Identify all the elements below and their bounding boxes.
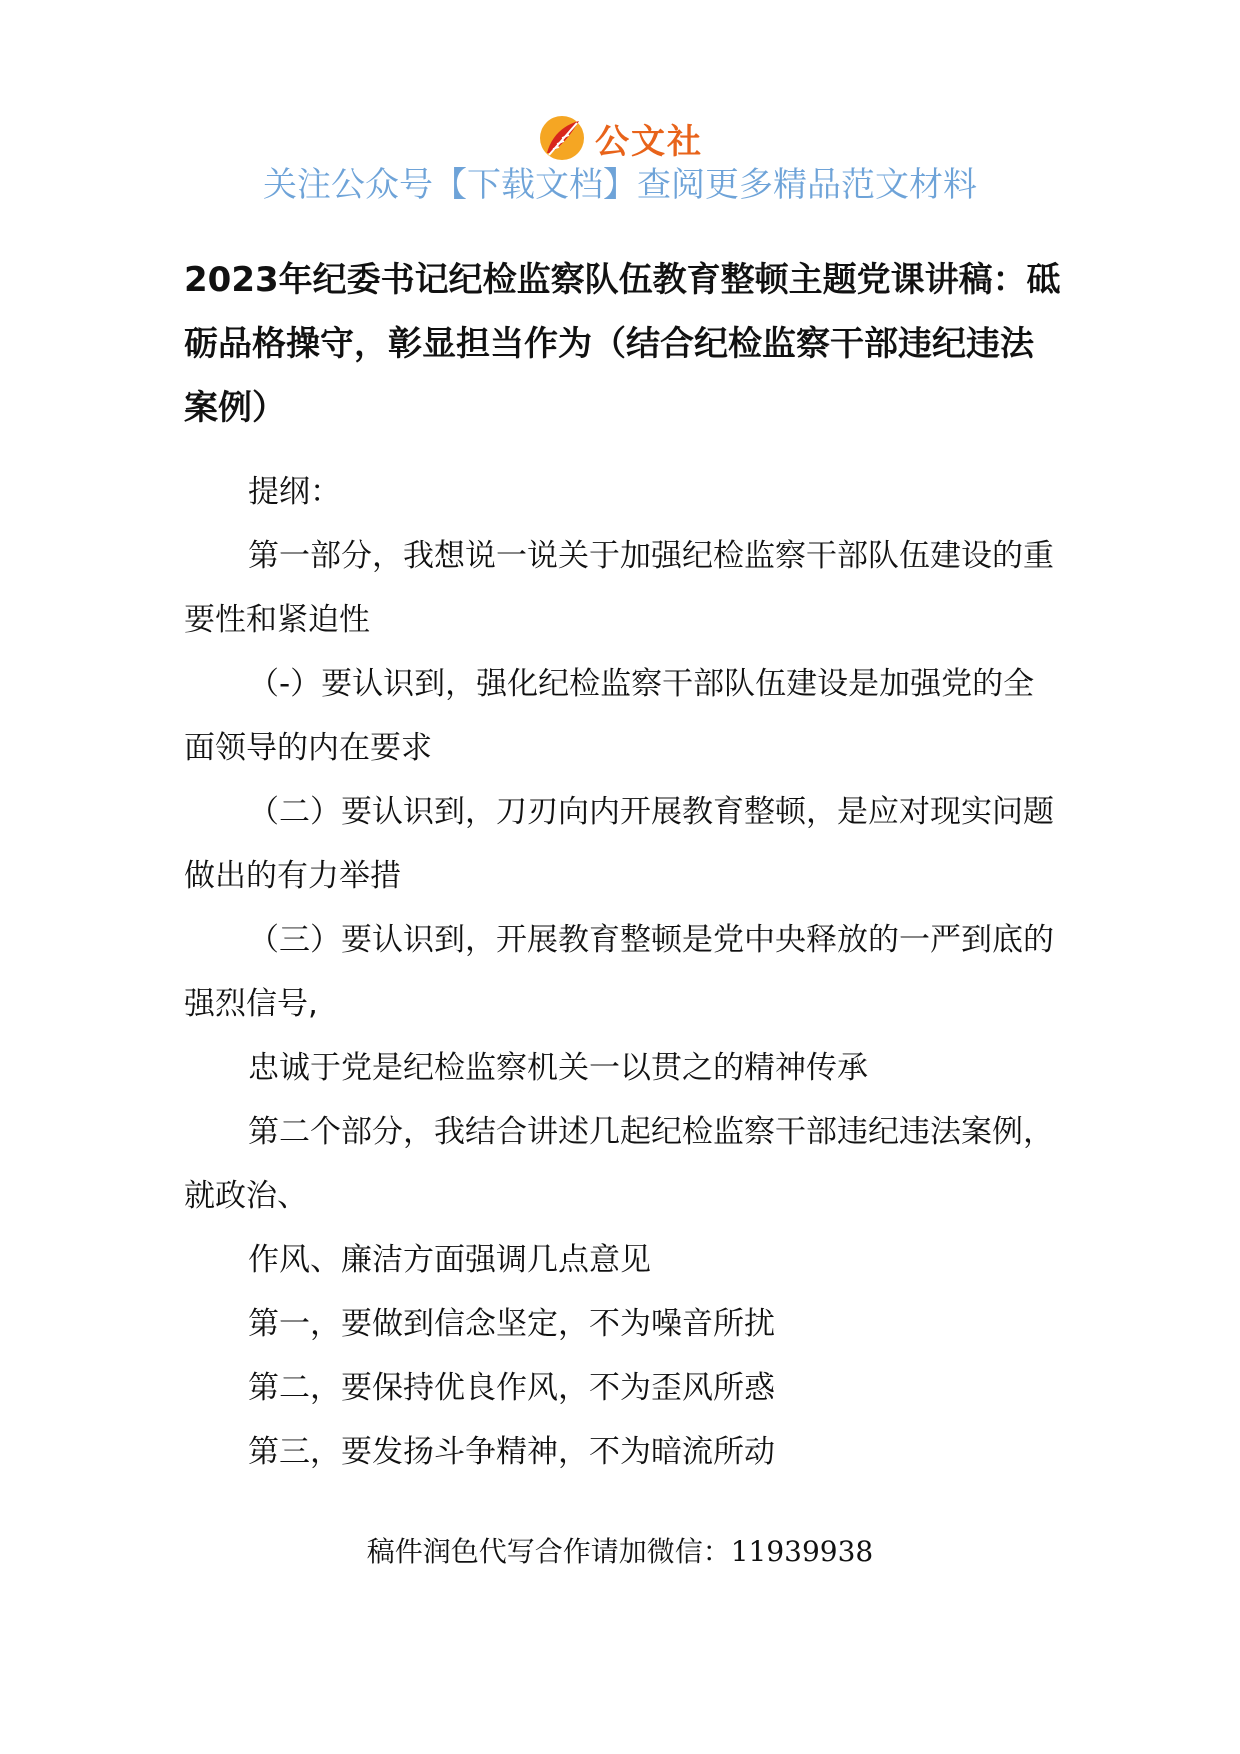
paragraph: （二）要认识到，刀刃向内开展教育整顿，是应对现实问题做出的有力举措 — [184, 794, 1054, 894]
feather-pen-logo-icon — [537, 113, 587, 163]
promo-tagline: 关注公众号【下载文档】查阅更多精品范文材料 — [263, 165, 977, 205]
paragraph: 第三，要发扬斗争精神，不为暗流所动 — [248, 1434, 775, 1470]
document-body — [184, 460, 1064, 1484]
paragraph: （-）要认识到，强化纪检监察干部队伍建设是加强党的全面领导的内在要求 — [184, 666, 1035, 766]
document-title: 2023年纪委书记纪检监察队伍教育整顿主题党课讲稿：砥砺品格操守，彰显担当作为（结合纪检监察干部违纪违法案例） — [184, 260, 1061, 428]
paragraph: 第一，要做到信念坚定，不为噪音所扰 — [248, 1306, 775, 1342]
paragraph: 第一部分，我想说一说关于加强纪检监察干部队伍建设的重要性和紧迫性 — [184, 538, 1054, 638]
paragraph: 第二个部分，我结合讲述几起纪检监察干部违纪违法案例，就政治、 — [184, 1114, 1054, 1214]
paragraph: （三）要认识到，开展教育整顿是党中央释放的一严到底的强烈信号, — [184, 922, 1054, 1022]
footer-contact: 稿件润色代写合作请加微信：11939938 — [366, 1535, 874, 1568]
brand-name: 公文社 — [595, 121, 703, 162]
paragraph: 第二，要保持优良作风，不为歪风所惑 — [248, 1370, 775, 1406]
outline-label: 提纲： — [248, 474, 341, 510]
paragraph: 忠诚于党是纪检监察机关一以贯之的精神传承 — [248, 1050, 868, 1086]
header-logo — [0, 108, 1240, 168]
paragraph: 作风、廉洁方面强调几点意见 — [248, 1242, 651, 1278]
